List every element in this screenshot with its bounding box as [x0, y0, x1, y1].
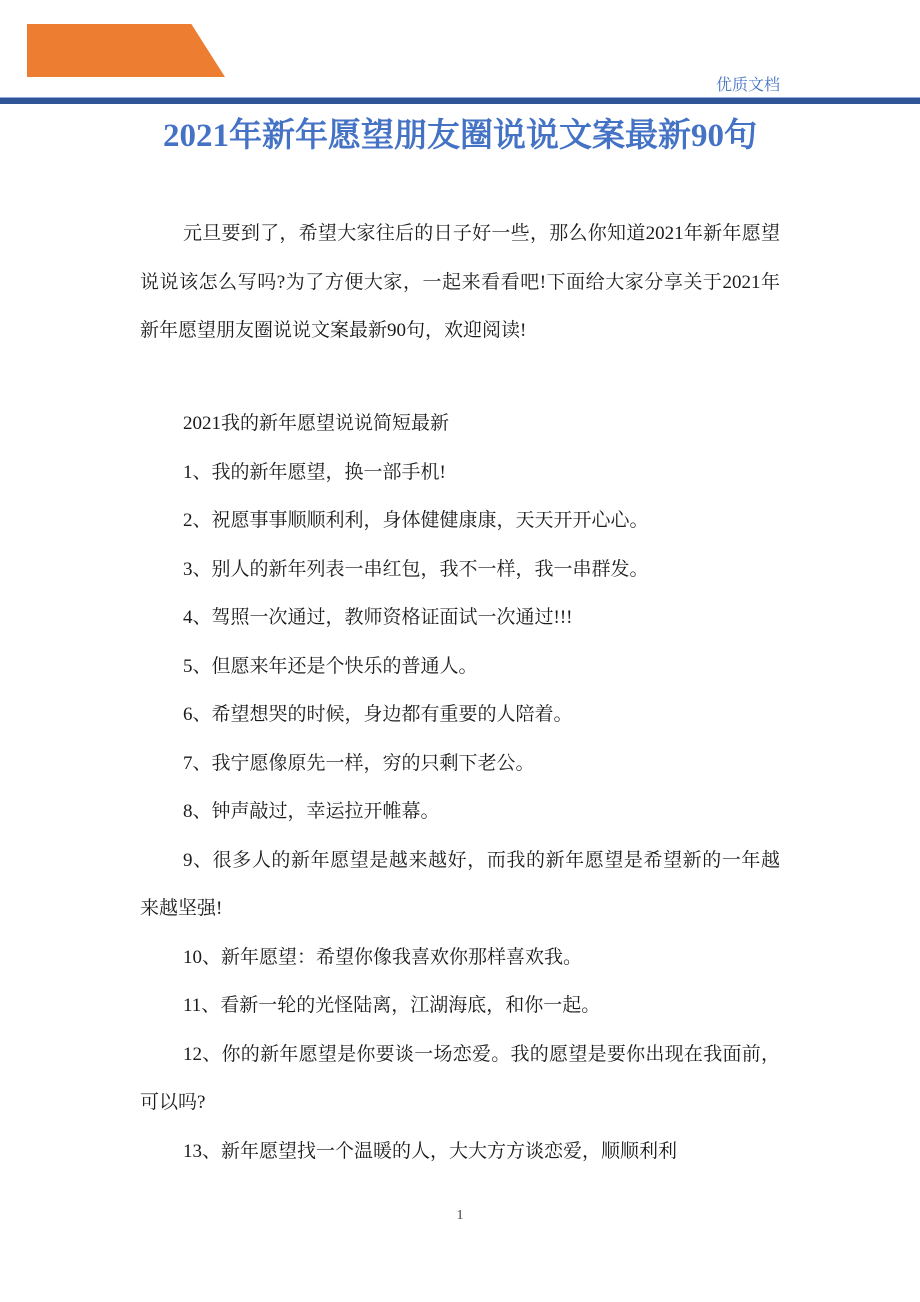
section-heading: 2021我的新年愿望说说简短最新: [183, 413, 450, 434]
brand-label: 优质文档: [715, 75, 780, 94]
list-item: 2、祝愿事事顺顺利利，身体健健康康，天天开开心心。: [183, 510, 649, 531]
document-title: 2021年新年愿望朋友圈说说文案最新90句: [163, 118, 757, 154]
header-orange-banner-shape: [27, 24, 225, 77]
list-item: 7、我宁愿像原先一样，穷的只剩下老公。: [183, 752, 535, 774]
header-divider: [0, 98, 920, 104]
list-item: 4、驾照一次通过，教师资格证面试一次通过!!!: [183, 607, 573, 628]
list-item: 8、钟声敲过，幸运拉开帷幕。: [183, 801, 440, 822]
list-item: 6、希望想哭的时候，身边都有重要的人陪着。: [183, 704, 573, 725]
intro-paragraph: 元旦要到了，希望大家往后的日子好一些，那么你知道2021年新年愿望说说该怎么写吗?为了方便大家，一起来看看吧!下面给大家分享关于2021年新年愿望朋友圈说说文案最新90句，欢迎阅读!: [140, 223, 780, 341]
wish-list: [140, 400, 780, 1176]
intro-section: [140, 210, 780, 356]
list-item: 5、但愿来年还是个快乐的普通人。: [183, 655, 478, 677]
page-number: 1: [456, 1208, 464, 1223]
list-item: 12、你的新年愿望是你要谈一场恋爱。我的愿望是要你出现在我面前，可以吗?: [140, 1043, 780, 1113]
list-item: 9、很多人的新年愿望是越来越好，而我的新年愿望是希望新的一年越来越坚强!: [140, 849, 780, 919]
list-item: 10、新年愿望：希望你像我喜欢你那样喜欢我。: [183, 946, 583, 968]
list-item: 1、我的新年愿望，换一部手机!: [183, 461, 446, 483]
list-item: 11、看新一轮的光怪陆离，江湖海底，和你一起。: [183, 995, 601, 1016]
list-item: 3、别人的新年列表一串红包，我不一样，我一串群发。: [183, 558, 649, 580]
list-item: 13、新年愿望找一个温暖的人，大大方方谈恋爱，顺顺利利: [183, 1140, 678, 1162]
